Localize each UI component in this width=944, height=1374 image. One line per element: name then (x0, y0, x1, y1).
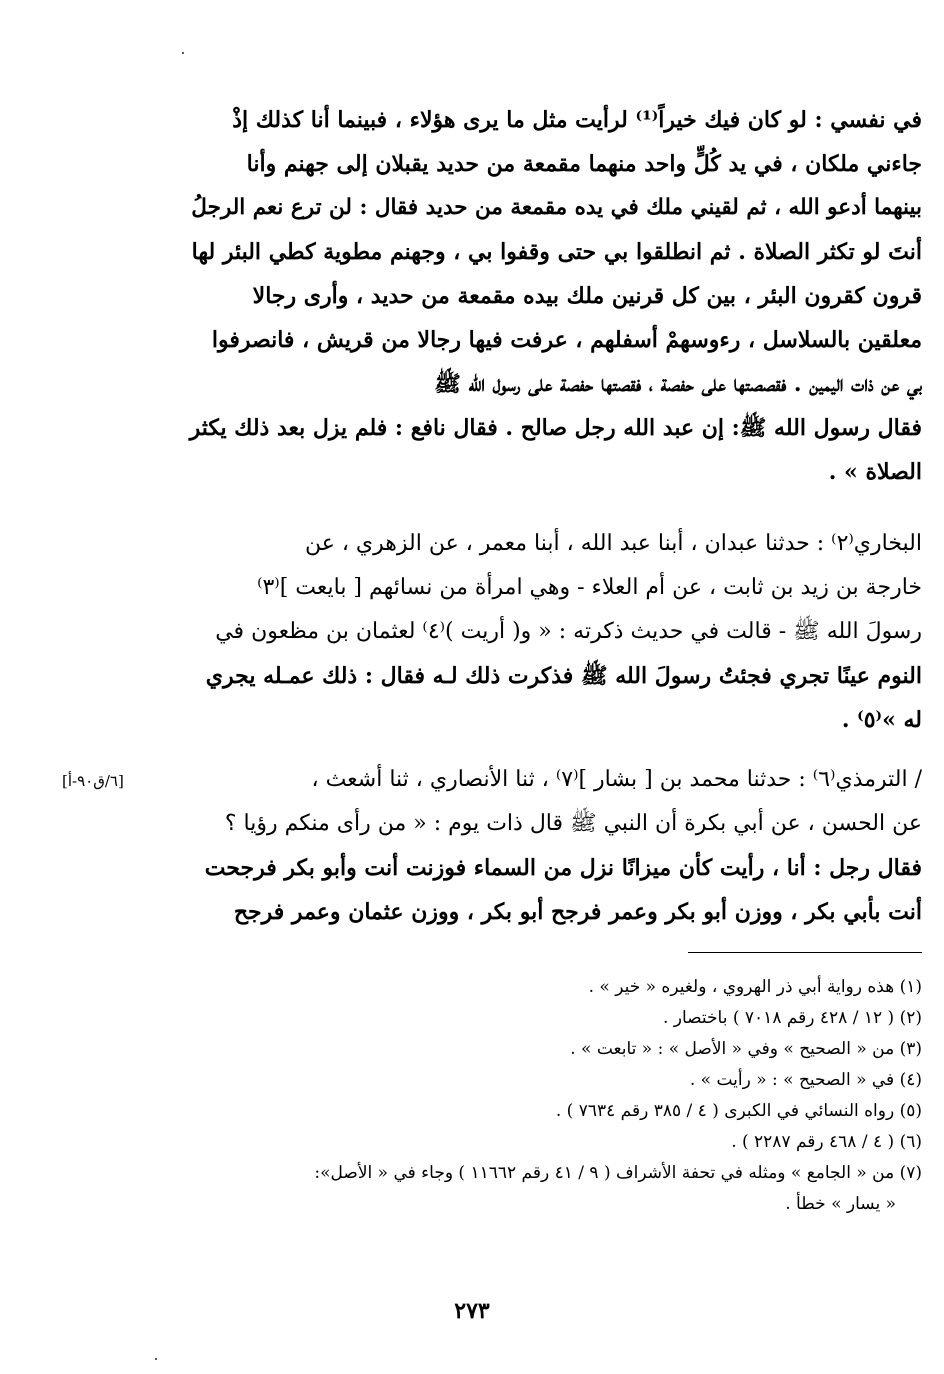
text-line: بي عن ذات اليمين . فقصصتها على حفصة ، فقصتها حفصة على رسول الله ﷺ (434, 371, 922, 397)
footnote: (٤) في « الصحيح » : « رأيت » . (689, 1070, 922, 1090)
text-line: أنت بأبي بكر ، ووزن أبو بكر وعمر فرجح أبو بكر ، ووزن عثمان وعمر فرجح (233, 899, 922, 925)
footnote: (٢) ( ١٢ / ٤٢٨ رقم ٧٠١٨ ) باختصار . (662, 1008, 922, 1028)
text-line: فقال رجل : أنا ، رأيت كأن ميزانًا نزل من السماء فوزنت أنت وأبو بكر فرجحت (204, 855, 922, 881)
text-line: بينهما أدعو الله ، ثم لقيني ملك في يده مقمعة من حديد فقال : لن ترع نعم الرجلُ (191, 195, 922, 220)
text-line: رسولَ الله ﷺ - قالت في حديث ذكرته : « و( أريت )⁽٤⁾ لعثمان بن مظعون في (215, 619, 922, 644)
footnotes (182, 972, 922, 1220)
top-corner-mark (182, 52, 184, 54)
text-line: البخاري⁽٢⁾ : حدثنا عبدان ، أبنا عبد الله ، أبنا معمر ، عن الزهري ، عن (304, 531, 922, 556)
footnote: (٦) ( ٤ / ٤٦٨ رقم ٢٢٨٧ ) . (731, 1132, 922, 1152)
text-line: قرون كقرون البئر ، بين كل قرنين ملك بيده مقمعة من حديد ، وأرى رجالا (252, 283, 922, 309)
text-line: له »⁽٥⁾ . (841, 707, 922, 733)
text-line: معلقين بالسلاسل ، رءوسهمْ أسفلهم ، عرفت فيها رجالا من قريش ، فانصرفوا (211, 327, 922, 353)
paragraph-tirmidhi (182, 758, 922, 934)
text-line: النوم عينًا تجري فجئتُ رسولَ الله ﷺ فذكرت ذلك لـه فقال : ذلك عمـله يجري (205, 663, 922, 689)
footnote-continuation: « يسار » خطأ . (785, 1194, 896, 1214)
paragraph-dream-narration (182, 98, 922, 494)
text-line: فقال رسول الله ﷺ: إن عبد الله رجل صالح . فقال نافع : فلم يزل بعد ذلك يكثر (189, 415, 922, 441)
text-line: في نفسي : لو كان فيك خيراً⁽¹⁾ لرأيت مثل ما يرى هؤلاء ، فبينما أنا كذلك إذْ (232, 107, 922, 133)
footnote: (١) هذه رواية أبي ذر الهروي ، ولغيره « خير » . (588, 977, 922, 997)
text-line: جاءني ملكان ، في يد كُلٍّ واحد منهما مقمعة من حديد يقبلان إلى جهنم وأنا (246, 151, 922, 177)
text-line: خارجة بن زيد بن ثابت ، عن أم العلاء - وهي امرأة من نسائهم [ بايعت ]⁽٣⁾ (257, 575, 922, 600)
text-line: الصلاة » . (828, 459, 922, 485)
footnote: (٧) من « الجامع » ومثله في تحفة الأشراف ( ٩ / ٤١ رقم ١١٦٦٢ ) وجاء في « الأصل»: (314, 1163, 922, 1183)
margin-manuscript-reference: [٦/ق٩٠-أ] (62, 772, 124, 790)
footnote-divider (688, 952, 922, 953)
text-line: أنتَ لو تكثر الصلاة . ثم انطلقوا بي حتى وقفوا بي ، وجهنم مطوية كطي البئر لها (191, 239, 922, 265)
page-number: ٢٧٣ (454, 1298, 490, 1324)
paragraph-bukhari (182, 522, 922, 742)
footnote: (٣) من « الصحيح » وفي « الأصل » : « تابعت » . (570, 1039, 922, 1059)
text-line: عن الحسن ، عن أبي بكرة أن النبي ﷺ قال ذات يوم : « من رأى منكم رؤيا ؟ (224, 811, 922, 836)
text-line: / الترمذي⁽٦⁾ : حدثنا محمد بن [ بشار ]⁽٧⁾ ، ثنا الأنصاري ، ثنا أشعث ، (311, 767, 922, 792)
bottom-corner-mark (155, 1358, 157, 1360)
footnote: (٥) رواه النسائي في الكبرى ( ٤ / ٣٨٥ رقم ٧٦٣٤ ) . (555, 1101, 922, 1121)
